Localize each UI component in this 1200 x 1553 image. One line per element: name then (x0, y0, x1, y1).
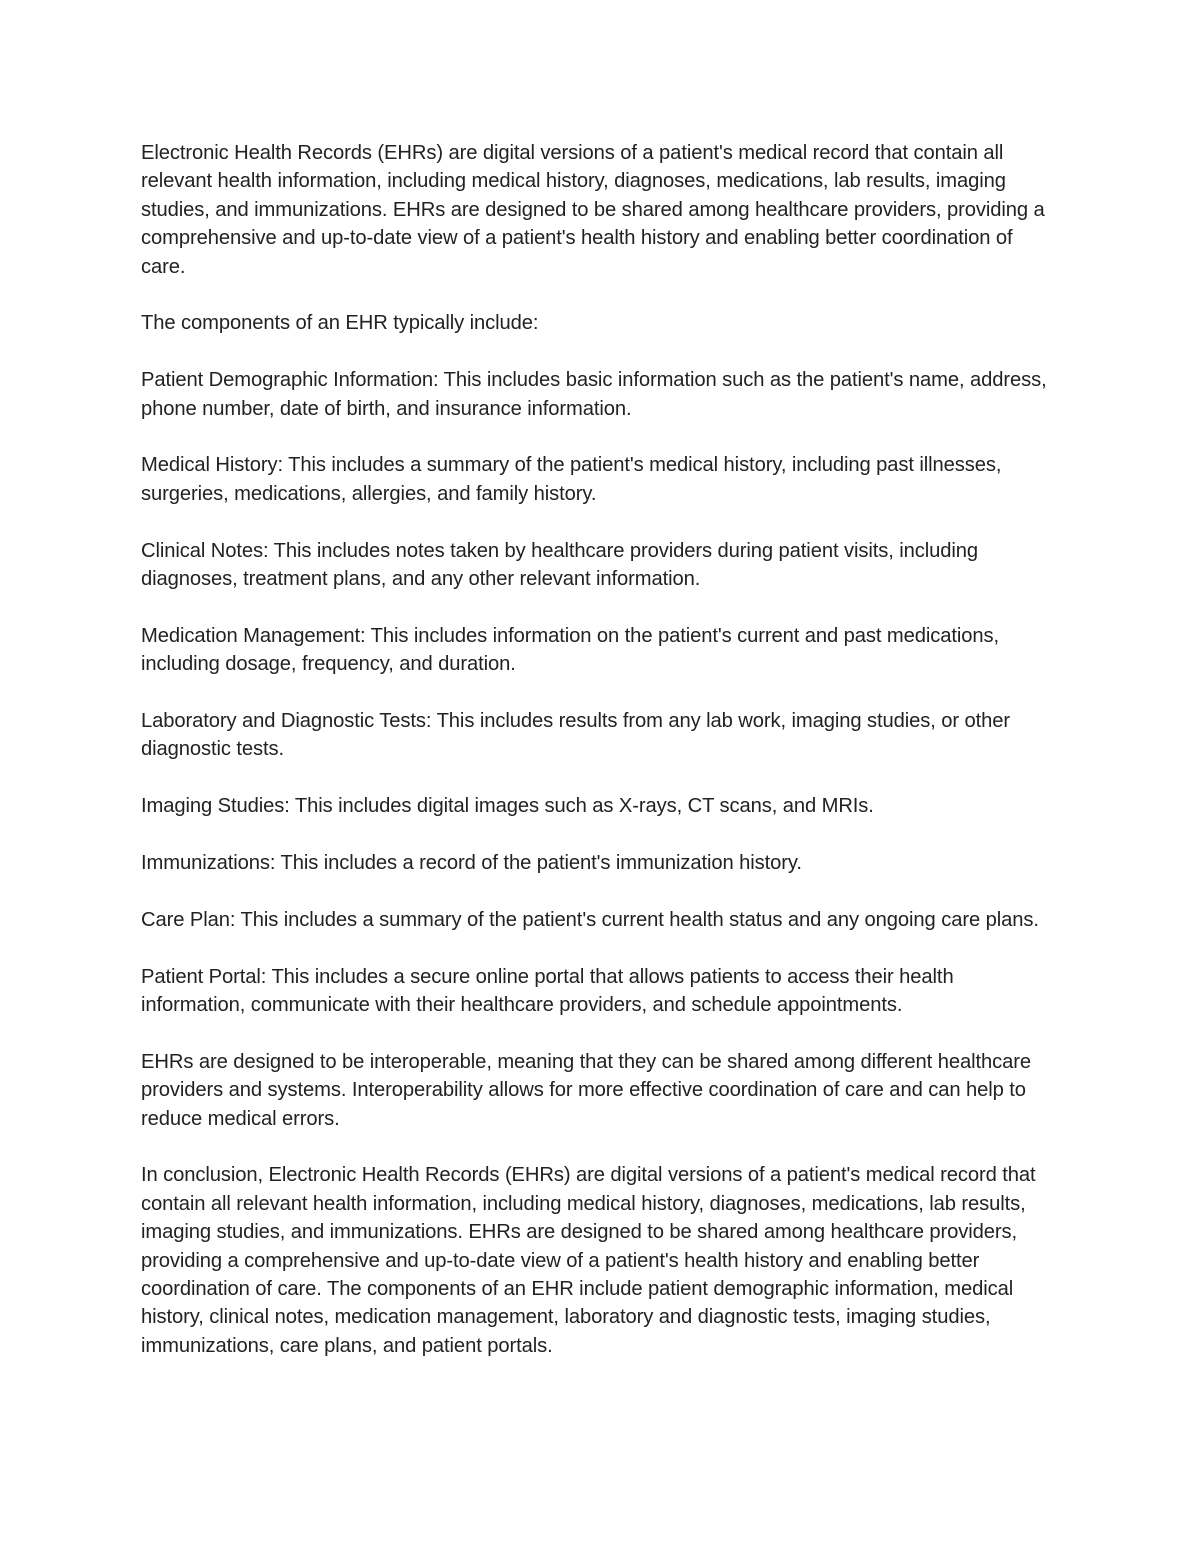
component-medical-history-paragraph: Medical History: This includes a summary of the patient's medical history, including past illnesses, surgeries, medications, allergies, and family history. (141, 454, 1002, 505)
intro-paragraph: Electronic Health Records (EHRs) are digital versions of a patient's medical record that contain all relevant health information, including medical history, diagnoses, medications, lab results, imaging studies, and immunizations. EHRs are designed to be shared among healthcare providers, providing a comprehensive and up-to-date view of a patient's health history and enabling better coordination of care. (141, 142, 1045, 278)
component-patient-portal-paragraph: Patient Portal: This includes a secure online portal that allows patients to access their health information, communicate with their healthcare providers, and schedule appointments. (141, 965, 954, 1017)
component-immunizations-paragraph: Immunizations: This includes a record of the patient's immunization history. (141, 852, 802, 875)
interoperability-paragraph: EHRs are designed to be interoperable, meaning that they can be shared among different healthcare providers and systems. Interoperability allows for more effective coordination of care and can help to reduce medical errors. (141, 1050, 1031, 1130)
component-demographics-paragraph: Patient Demographic Information: This includes basic information such as the patient's name, address, phone number, date of birth, and insurance information. (141, 369, 1047, 420)
component-clinical-notes-paragraph: Clinical Notes: This includes notes taken by healthcare providers during patient visits, including diagnoses, treatment plans, and any other relevant information. (141, 539, 979, 591)
component-lab-tests-paragraph: Laboratory and Diagnostic Tests: This includes results from any lab work, imaging studies, or other diagnostic tests. (141, 710, 1011, 761)
conclusion-paragraph: In conclusion, Electronic Health Records (EHRs) are digital versions of a patient's medical record that contain all relevant health information, including medical history, diagnoses, medications, lab results, imaging studies, and immunizations. EHRs are designed to be shared among healthcare providers, providing a comprehensive and up-to-date view of a patient's health history and enabling better coordination of care. The components of an EHR include patient demographic information, medical history, clinical notes, medication management, laboratory and diagnostic tests, imaging studies, immunizations, care plans, and patient portals. (141, 1164, 1036, 1357)
component-medication-management-paragraph: Medication Management: This includes information on the patient's current and past medications, including dosage, frequency, and duration. (141, 624, 1000, 676)
document-body (141, 139, 1061, 1360)
component-care-plan-paragraph: Care Plan: This includes a summary of the patient's current health status and any ongoing care plans. (141, 908, 1039, 931)
component-imaging-studies-paragraph: Imaging Studies: This includes digital images such as X-rays, CT scans, and MRIs. (141, 795, 874, 818)
components-intro-paragraph: The components of an EHR typically include: (141, 312, 539, 335)
